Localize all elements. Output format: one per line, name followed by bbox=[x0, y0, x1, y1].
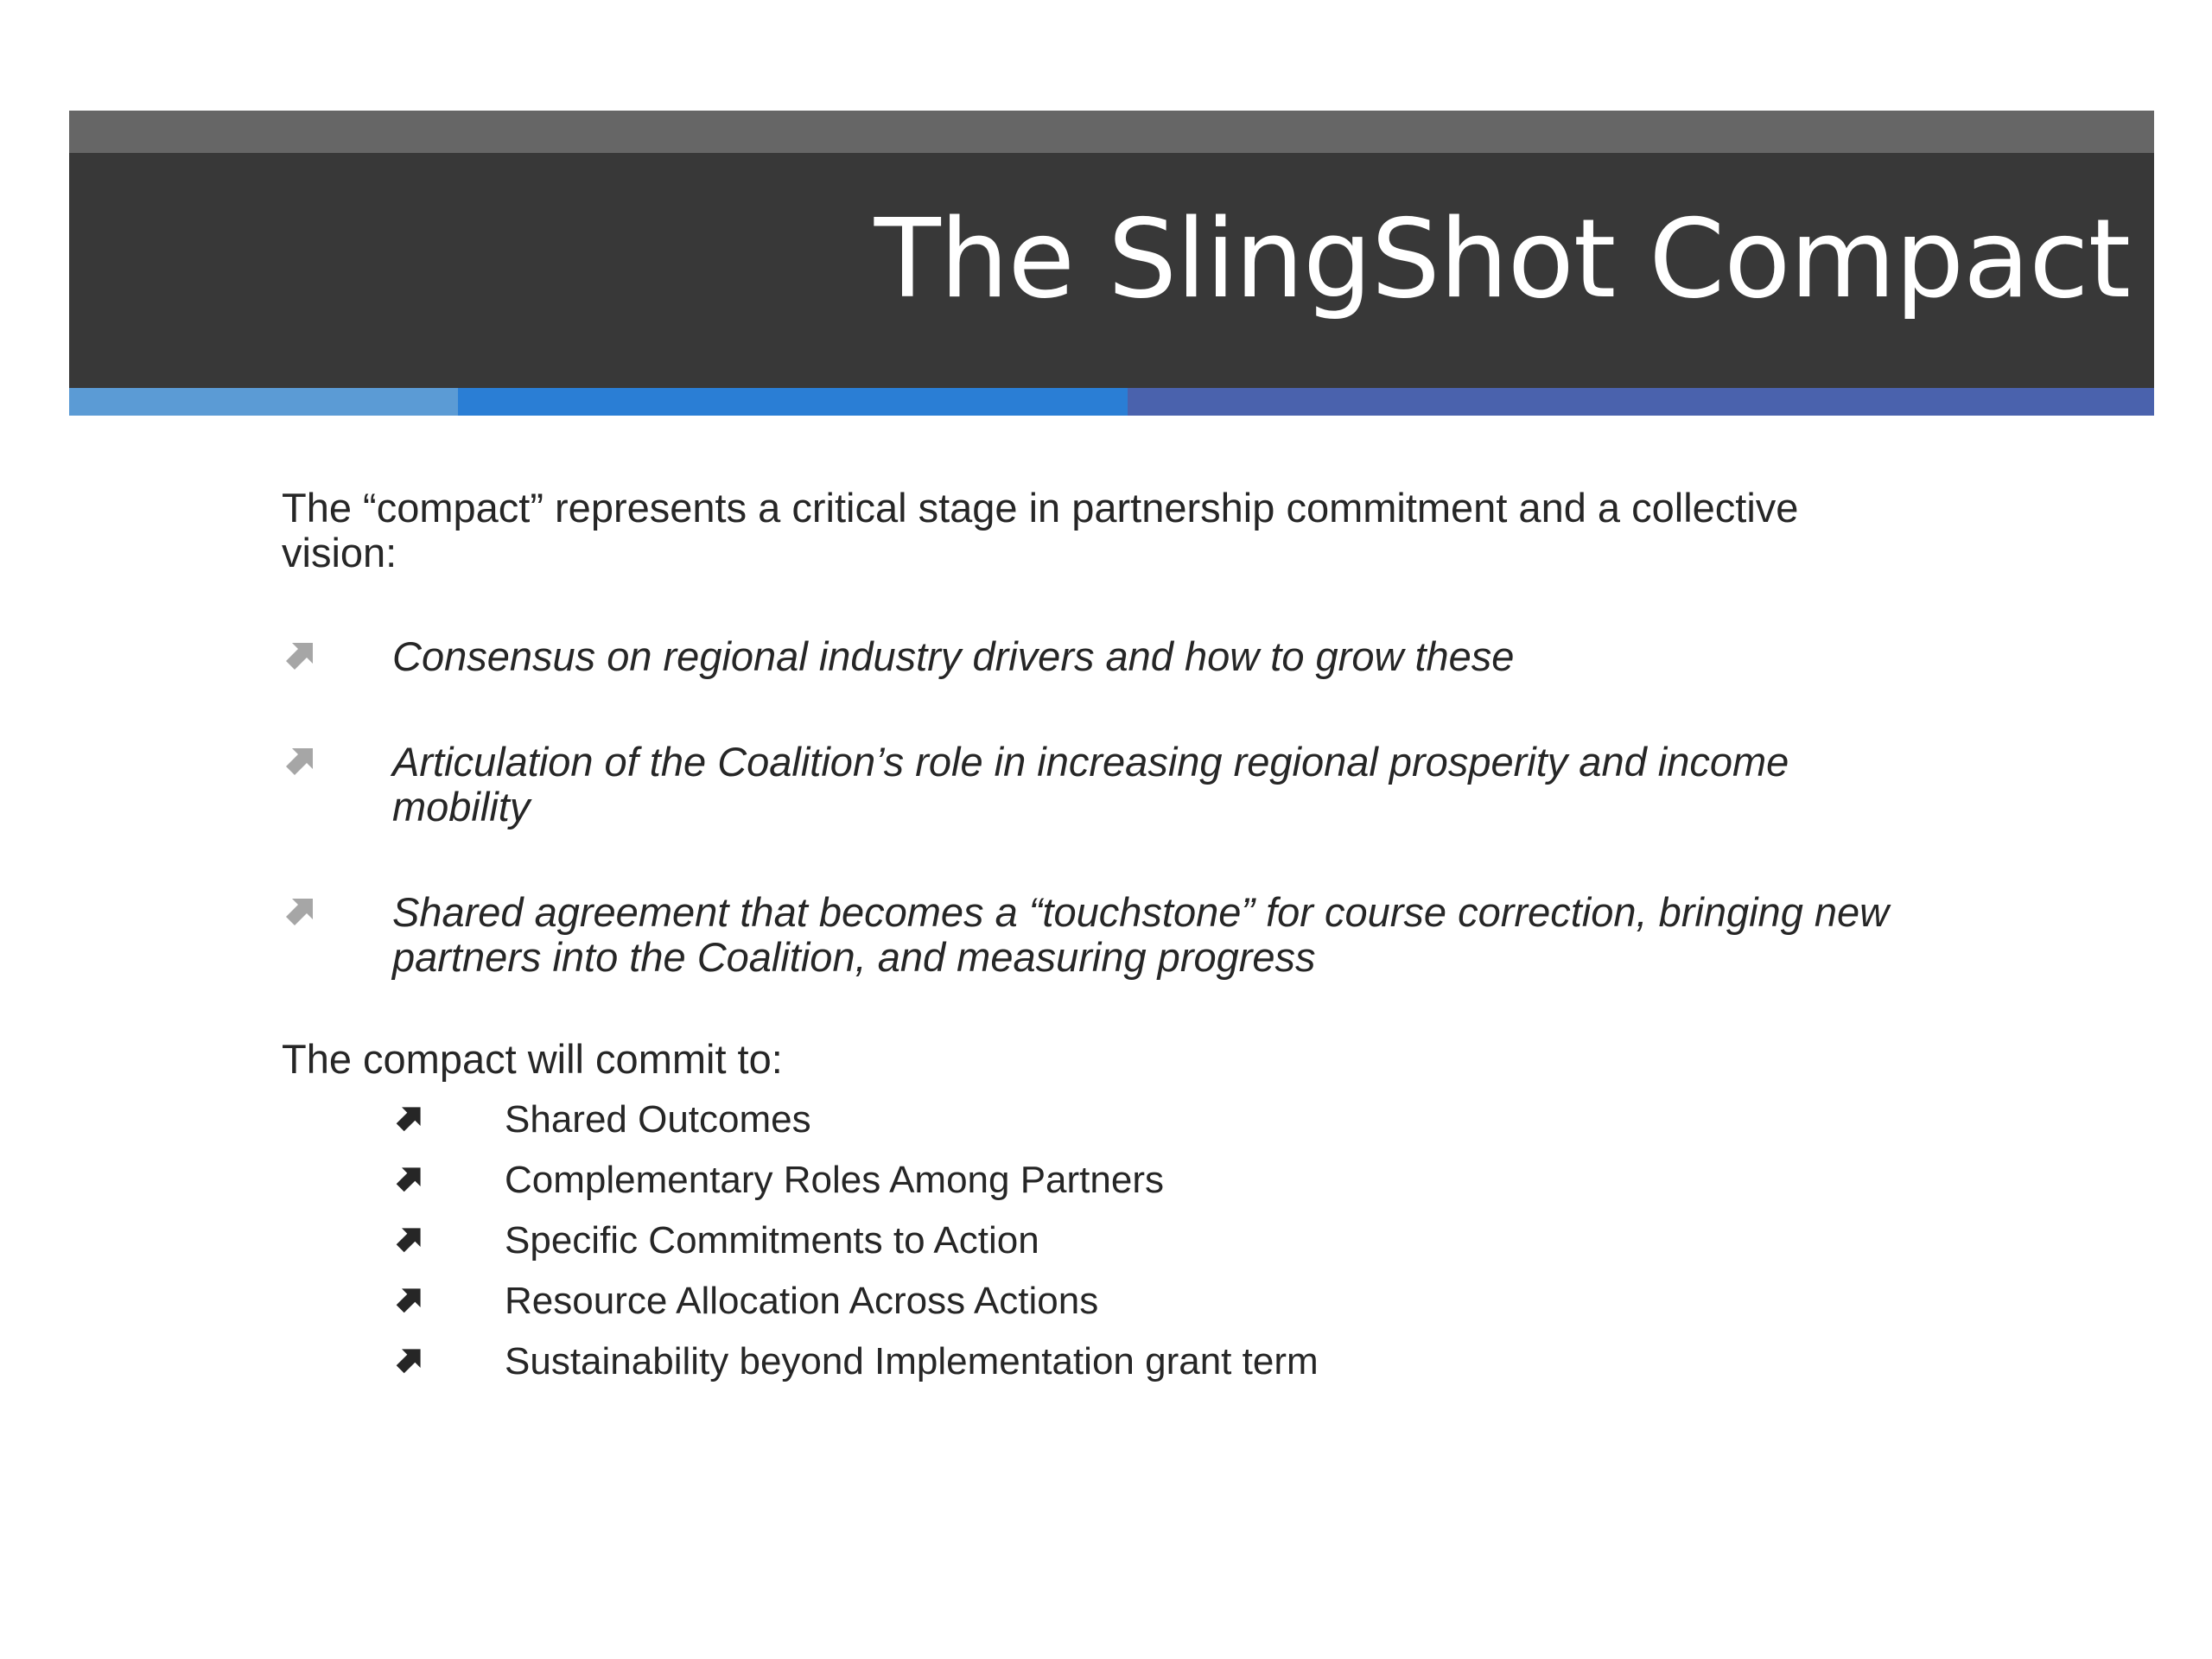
commitment-text: Complementary Roles Among Partners bbox=[505, 1159, 1164, 1201]
title-band bbox=[69, 111, 2154, 415]
vision-point-text: Shared agreement that becomes a “touchstone” for course correction, bringing new partners into the Coalition, and measuring progress bbox=[392, 889, 1890, 980]
commitment-item bbox=[394, 1158, 1923, 1203]
vision-point-text: Consensus on regional industry drivers and how to grow these bbox=[392, 633, 1515, 679]
intro-paragraph: The “compact” represents a critical stage in partnership commitment and a collective vision: bbox=[282, 485, 1799, 575]
arrow-up-right-icon bbox=[394, 1284, 425, 1315]
vision-points-list bbox=[282, 634, 1923, 980]
commitment-item bbox=[394, 1339, 1923, 1384]
commitment-item bbox=[394, 1279, 1923, 1324]
arrow-up-right-icon bbox=[394, 1224, 425, 1255]
title-band-top-stripe bbox=[69, 111, 2154, 153]
commitment-text: Resource Allocation Across Actions bbox=[505, 1280, 1099, 1322]
arrow-up-right-icon bbox=[394, 1163, 425, 1194]
vision-point-text: Articulation of the Coalition’s role in increasing regional prosperity and income mobility bbox=[392, 739, 1789, 830]
accent-segment-indigo bbox=[1128, 388, 2154, 416]
accent-segment-light-blue bbox=[69, 388, 458, 416]
commitment-text: Specific Commitments to Action bbox=[505, 1219, 1039, 1262]
arrow-up-right-icon bbox=[283, 893, 318, 928]
accent-bar bbox=[69, 388, 2154, 416]
vision-point bbox=[282, 740, 1923, 830]
arrow-up-right-icon bbox=[394, 1344, 425, 1376]
arrow-up-right-icon bbox=[283, 638, 318, 672]
arrow-up-right-icon bbox=[283, 743, 318, 778]
slide-title: The SlingShot Compact bbox=[874, 195, 2130, 322]
arrow-up-right-icon bbox=[394, 1103, 425, 1134]
commitments-list bbox=[282, 1097, 1923, 1384]
commitment-text: Shared Outcomes bbox=[505, 1098, 811, 1141]
commit-lead: The compact will commit to: bbox=[282, 1036, 783, 1082]
vision-point bbox=[282, 634, 1923, 679]
commitment-text: Sustainability beyond Implementation grant term bbox=[505, 1340, 1319, 1382]
slide-body bbox=[282, 486, 1923, 1400]
commitment-item bbox=[394, 1097, 1923, 1142]
accent-segment-blue bbox=[458, 388, 1128, 416]
commitment-item bbox=[394, 1218, 1923, 1263]
vision-point bbox=[282, 890, 1923, 980]
